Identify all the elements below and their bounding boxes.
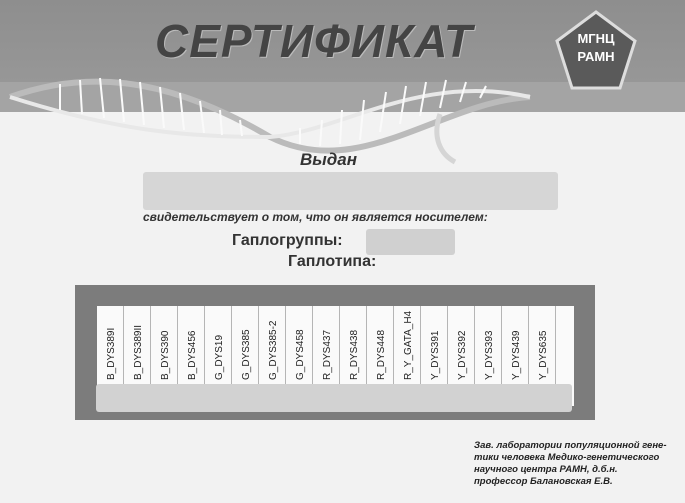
marker-header: B_DYS390 xyxy=(151,306,178,385)
signature-line: Зав. лаборатории популяционной гене- xyxy=(474,440,667,451)
marker-header: Y_DYS635 xyxy=(529,306,556,385)
logo-line-1: МГНЦ xyxy=(577,31,615,46)
marker-header: R_DYS437 xyxy=(313,306,340,385)
marker-header: G_DYS385-2 xyxy=(259,306,286,385)
marker-header: G_DYS385 xyxy=(232,306,259,385)
certificate-title: СЕРТИФИКАТ xyxy=(155,15,473,67)
haplogroup-label: Гаплогруппы: xyxy=(232,232,343,249)
marker-header: R_DYS448 xyxy=(367,306,394,385)
haplotype-label: Гаплотипа: xyxy=(288,253,377,270)
marker-header: R_DYS438 xyxy=(340,306,367,385)
marker-header: Y_DYS392 xyxy=(448,306,475,385)
issued-label: Выдан xyxy=(300,150,358,169)
haplogroup-value-field xyxy=(366,229,455,255)
marker-header: Y_DYS391 xyxy=(421,306,448,385)
marker-header: G_DYS458 xyxy=(286,306,313,385)
haplotype-values-row xyxy=(96,384,572,412)
logo-line-2: РАМН xyxy=(577,49,615,64)
dna-helix-graphic xyxy=(0,62,540,172)
marker-header: G_DYS19 xyxy=(205,306,232,385)
signature-line: научного центра РАМН, д.б.н. xyxy=(474,464,618,475)
signature-line: профессор Балановская Е.В. xyxy=(474,476,613,487)
testify-text: свидетельствует о том, что он является носителем: xyxy=(143,210,488,224)
signature-block xyxy=(474,440,679,488)
marker-header: B_DYS456 xyxy=(178,306,205,385)
marker-header: Y_DYS393 xyxy=(475,306,502,385)
marker-header: B_DYS389II xyxy=(124,306,151,385)
signature-line: тики человека Медико-генетического xyxy=(474,452,660,463)
marker-header: B_DYS389I xyxy=(97,306,124,385)
logo-text xyxy=(555,30,637,66)
recipient-name-field xyxy=(143,172,558,210)
marker-header: Y_DYS439 xyxy=(502,306,529,385)
marker-header: R_Y_GATA_H4 xyxy=(394,306,421,385)
